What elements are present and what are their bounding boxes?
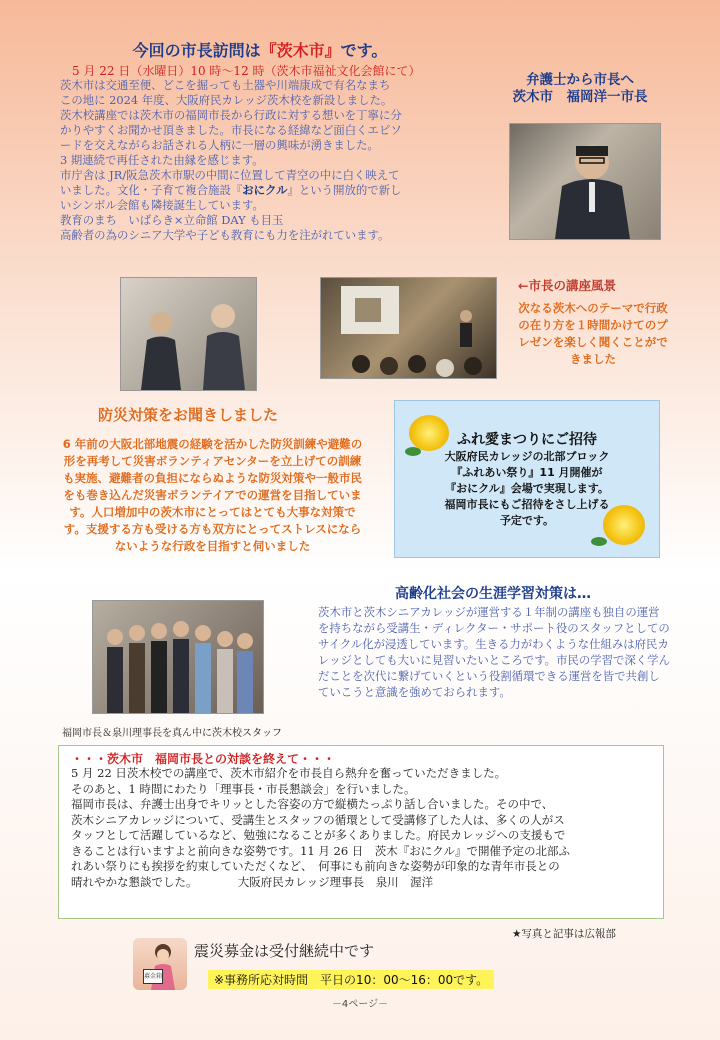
facility-name: おにクル [242, 183, 288, 197]
intro-line: 市庁舎は JR/阪急茨木市駅の中間に位置して青空の中に白く映えて [60, 168, 400, 182]
lifelong-learning-text: 茨木市と茨木シニアカレッジが運営する１年制の講座も独自の運営を持ちながら受講生・ディレクター・サポート役のスタッフとしてのサイクル化が浸透しています。生きる力がわくような仕組みは府民カレッジとしても大いに見習いたいところです。市民の学習で深く学んだことを次代に繋げていくという役割循環できる運営を皆で共創していこうと意識を強めておられます。 [318, 605, 670, 699]
donation-notice: 震災募金は受付継続中です [194, 942, 375, 960]
lifelong-learning-heading: 高齢化社会の生涯学習対策は… [395, 586, 591, 602]
intro-line: この地に 2024 年度、大阪府民カレッジ茨木校を新設しました。 [60, 93, 393, 107]
intro-article [60, 78, 500, 243]
yellow-rose-icon [409, 415, 449, 451]
intro-line: 茨木校講座では茨木市の福岡市長から行政に対する想いを丁寧に分 [60, 108, 402, 122]
fureai-title: ふれ愛まつりにご招待 [457, 432, 597, 448]
lecture-photo [320, 277, 497, 379]
page-number: －4ページ－ [331, 999, 389, 1010]
page-title: 今回の市長訪問は『茨木市』です。 [132, 41, 388, 60]
fureai-body: 大阪府民カレッジの北部ブロック 『ふれあい祭り』11 月開催が 『おにクル』会場で実現します。 福岡市長にもご招待をさし上げる 予定です。 [444, 450, 610, 527]
lecture-description: 次なる茨木へのテーマで行政の在り方を１時間かけてのプレゼンを楽しく聞くことができました [518, 301, 668, 366]
mayor-caption: 弁護士から市長へ 茨木市 福岡洋一市長 [512, 72, 648, 105]
group-figures-icon [93, 601, 263, 713]
group-photo [92, 600, 264, 714]
intro-line: ードを交えながらお話される人柄に一層の興味が湧きました。 [60, 138, 379, 152]
credit-note: ★写真と記事は広報部 [512, 928, 616, 940]
meeting-photo [120, 277, 257, 391]
visit-date: 5 月 22 日（水曜日）10 時〜12 時（茨木市福祉文化会館にて） [72, 64, 421, 78]
mayor-photo [509, 123, 661, 240]
intro-line: いシンボル会館も隣接誕生しています。 [60, 198, 264, 212]
leaf-icon [591, 537, 607, 546]
intro-line: かりやすくお聞かせ頂きました。市長になる経緯など面白くエピソ [60, 123, 402, 137]
disaster-text: 6 年前の大阪北部地震の経験を活かした防災訓練や避難の形を再考して災害ボランティアセンターを立上げての訓練も実施、避難者の負担にならぬような防災対策や一般市民をも巻き込んだ災害ボランテイアでの運営を目指していま す。人口増加中の茨木市にとってはとても大事な対策です。支援する方も受ける方も双方にとってストレスにならないような行政を目指すと伺いました [62, 437, 363, 553]
intro-line: 3 期連続で再任された由縁を感じます。 [60, 153, 264, 167]
intro-line: 教育のまち いばらき×立命館 DAY も目玉 [60, 213, 284, 227]
meeting-figures-icon [121, 278, 256, 390]
dialogue-report-box [58, 745, 664, 919]
donation-person-icon [133, 938, 187, 990]
lecture-room-icon [321, 278, 496, 378]
intro-line: 高齢者の為のシニア大学や子ども教育にも力を注がれています。 [60, 228, 390, 242]
group-photo-caption: 福岡市長＆泉川理事長を真ん中に茨木校スタッフ [62, 728, 282, 739]
lecture-caption: ←市長の講座風景 [518, 278, 616, 293]
disaster-heading: 防災対策をお聞きしました [98, 406, 279, 424]
dialogue-body: 5 月 22 日茨木校での講座で、茨木市紹介を市長自ら熱弁を奮っていただきました。 そのあと、1 時間にわたり「理事長・市長懇談会」を行いました。 福岡市長は、弁護士出身でキリッとした容姿の方で縦横たっぷり話し合いました。その中で、 茨木シニアカレッジについて、受講生とスタッフの循環として受講修了した人は、多くの人がス タッフとして活躍しているなど、勉強になることが多くありました。府民カレッジへの支援もで きることは行いますよと前向きな姿勢です。11 月 26 日 茨木『おにクル』で開催予定の北部ふ れあい祭りにも挨拶を約束していただくなど、 何事にも前向きな姿勢が印象的な青年市長との 晴れやかな懇談でした。 大阪府民カレッジ理事長 泉川 渥洋 [71, 766, 570, 889]
office-hours: ※事務所応対時間 平日の10：00〜16：00です。 [208, 970, 494, 989]
intro-line: 茨木市は交通至便、どこを掘っても土器や川端康成で有名なまち [60, 78, 391, 92]
donation-box-icon: 募金箱 [143, 969, 163, 984]
mayor-figure-icon [510, 124, 660, 239]
city-name: 『茨木市』 [260, 41, 341, 60]
dialogue-heading: ・・・茨木市 福岡市長との対談を終えて・・・ [71, 752, 336, 766]
intro-line: いました。文化・子育て複合施設『おにクル』という開放的で新し [60, 183, 402, 197]
fureai-invitation-box [394, 400, 660, 558]
